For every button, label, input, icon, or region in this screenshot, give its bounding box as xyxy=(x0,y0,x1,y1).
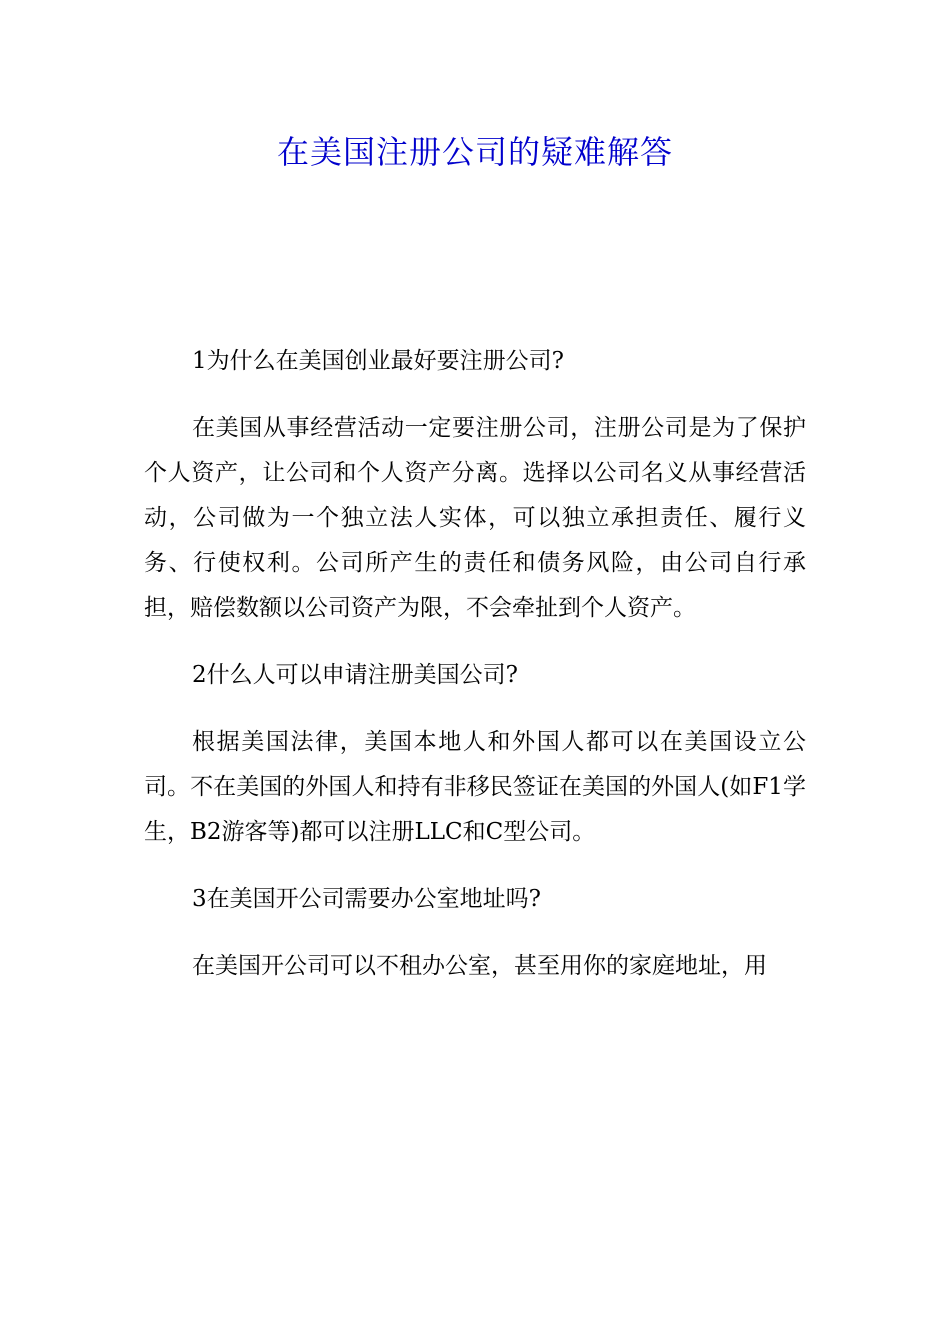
document-body xyxy=(144,339,806,1011)
answer-1: 在美国从事经营活动一定要注册公司，注册公司是为了保护个人资产，让公司和个人资产分离。选择以公司名义从事经营活动，公司做为一个独立法人实体，可以独立承担责任、履行义务、行使权利。公司所产生的责任和债务风险，由公司自行承担，赔偿数额以公司资产为限，不会牵扯到个人资产。 xyxy=(144,415,806,621)
answer-2: 根据美国法律，美国本地人和外国人都可以在美国设立公司。不在美国的外国人和持有非移民签证在美国的外国人(如F1学生，B2游客等)都可以注册LLC和C型公司。 xyxy=(144,729,806,845)
answer-3: 在美国开公司可以不租办公室，甚至用你的家庭地址，用 xyxy=(192,953,767,979)
question-1: 1为什么在美国创业最好要注册公司? xyxy=(192,348,564,374)
document-title: 在美国注册公司的疑难解答 xyxy=(276,133,673,171)
question-3: 3在美国开公司需要办公室地址吗? xyxy=(192,886,541,912)
question-2: 2什么人可以申请注册美国公司? xyxy=(192,662,518,688)
